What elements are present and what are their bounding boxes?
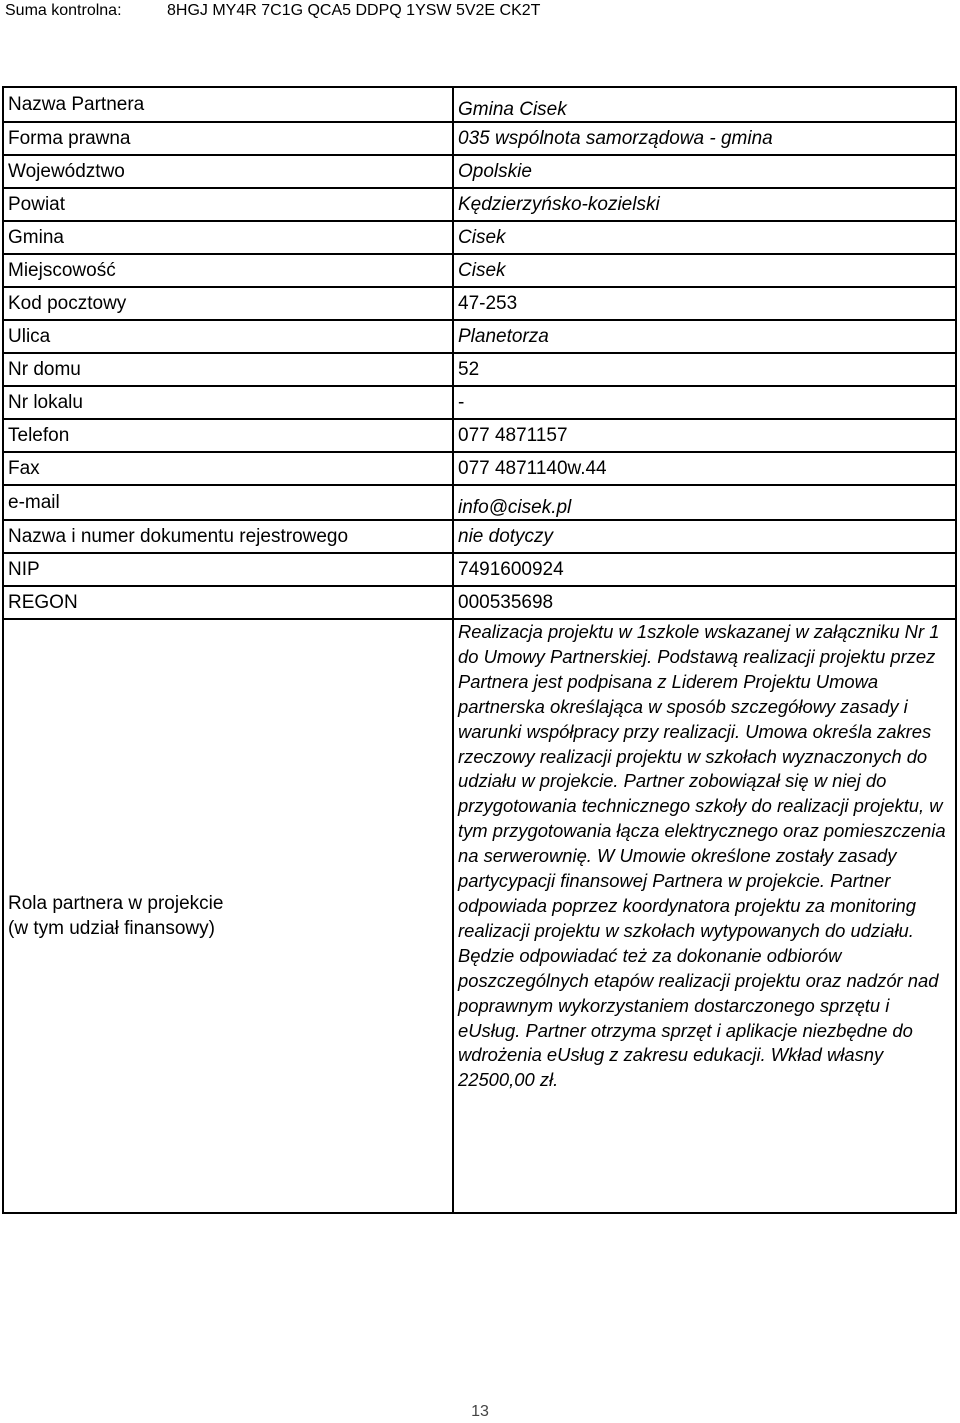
table-row [3,87,956,122]
row-value: 077 4871157 [453,419,956,452]
row-value: Planetorza [453,320,956,353]
table-row [3,320,956,353]
table-row [3,287,956,320]
row-label: Fax [3,452,453,485]
table-row [3,452,956,485]
row-value: 077 4871140w.44 [453,452,956,485]
role-label-line2: (w tym udział finansowy) [8,918,215,939]
row-label: Województwo [3,155,453,188]
table-row [3,485,956,520]
row-value: Kędzierzyńsko-kozielski [453,188,956,221]
row-label: Forma prawna [3,122,453,155]
row-label: Miejscowość [3,254,453,287]
row-value: Gmina Cisek [453,87,956,122]
row-value: nie dotyczy [453,520,956,553]
row-label: Nazwa i numer dokumentu rejestrowego [3,520,453,553]
table-row [3,122,956,155]
row-label: Nazwa Partnera [3,87,453,122]
table-row [3,419,956,452]
table-row [3,155,956,188]
row-value: 035 wspólnota samorządowa - gmina [453,122,956,155]
table-row [3,586,956,619]
role-description: Realizacja projektu w 1szkole wskazanej w załączniku Nr 1 do Umowy Partnerskiej. Podstawą realizacji projektu przez Partnera jest podpisana z Liderem Projektu Umowa partnerska określająca w sposób szczegółowy zasady i warunki współpracy przy realizacji. Umowa określa zakres rzeczowy realizacji projektu w szkołach wyznaczonych do udziału w projekcie. Partner zobowiązał się w niej do przygotowania technicznego szkoły do realizacji projektu, w tym przygotowania łącza elektrycznego oraz pomieszczenia na serwerownię. W Umowie określone zostały zasady partycypacji finansowej Partnera w projekcie. Partner odpowiada poprzez koordynatora projektu za monitoring realizacji projektu w szkołach wytypowanych do udziału. Będzie odpowiadać też za dokonanie odbiorów poszczególnych etapów realizacji projektu oraz nadzór nad poprawnym wykorzystaniem dostarczonego sprzętu i eUsług. Partner otrzyma sprzęt i aplikacje niezbędne do wdrożenia eUsług z zakresu edukacji. Wkład własny 22500,00 zł. [458,621,946,1091]
role-label-line1: Rola partnera w projekcie [8,893,224,914]
partner-table [2,86,957,1214]
page-number: 13 [471,1403,489,1420]
row-value: 52 [453,353,956,386]
table-row [3,386,956,419]
row-label: e-mail [3,485,453,520]
row-value: 000535698 [453,586,956,619]
table-row [3,188,956,221]
row-label: Telefon [3,419,453,452]
row-label: Gmina [3,221,453,254]
role-value [453,619,956,1213]
row-value: Cisek [453,254,956,287]
row-label: NIP [3,553,453,586]
row-label: REGON [3,586,453,619]
role-label [3,619,453,1213]
checksum-value: 8HGJ MY4R 7C1G QCA5 DDPQ 1YSW 5V2E CK2T [167,2,541,19]
row-label: Ulica [3,320,453,353]
row-value: 7491600924 [453,553,956,586]
checksum-label: Suma kontrolna: [5,2,122,19]
row-value: Cisek [453,221,956,254]
row-label: Powiat [3,188,453,221]
row-label: Kod pocztowy [3,287,453,320]
row-label: Nr domu [3,353,453,386]
checksum-header [0,0,960,24]
row-label: Nr lokalu [3,386,453,419]
table-row [3,553,956,586]
table-row [3,254,956,287]
row-value: 47-253 [453,287,956,320]
table-row [3,221,956,254]
row-value: Opolskie [453,155,956,188]
table-row-role [3,619,956,1213]
table-row [3,520,956,553]
row-value: info@cisek.pl [453,485,956,520]
row-value: - [453,386,956,419]
table-row [3,353,956,386]
